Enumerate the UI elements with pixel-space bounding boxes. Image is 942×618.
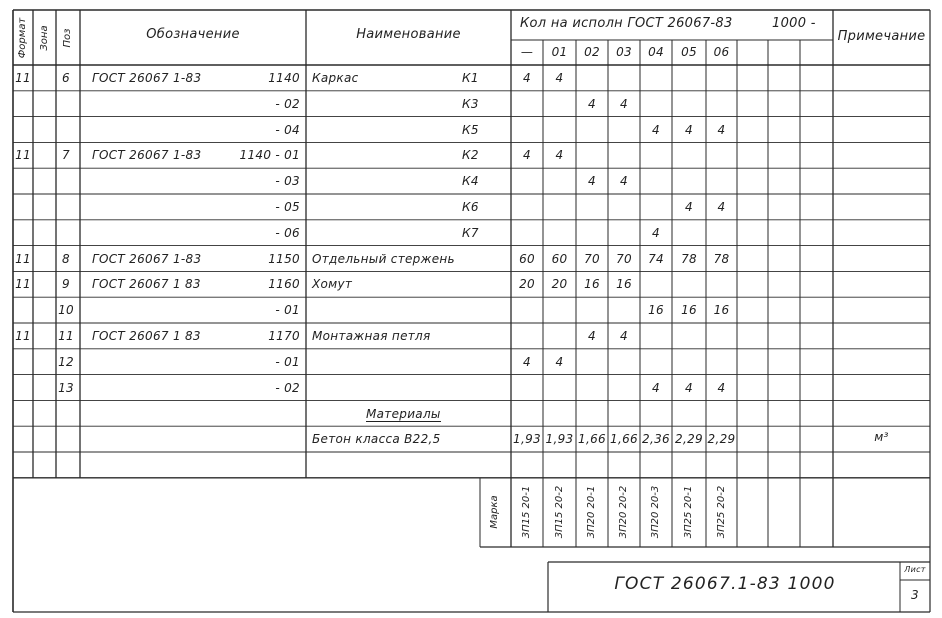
cell-qty: 4 [588,174,596,189]
cell-pos: 11 [58,329,74,343]
cell-qty: 4 [717,380,726,395]
cell-pos: 8 [62,251,70,266]
cell-qty: 4 [523,71,531,85]
cell-mark: К7 [462,225,479,240]
cell-qty: 4 [652,225,660,240]
cell-qty: 20 [551,277,568,292]
cell-qty: 60 [551,251,568,266]
cell-code: - 02 [275,96,300,111]
sheet-label: Лист [904,565,926,574]
header-variant: 03 [616,45,632,59]
cell-qty: 16 [648,303,664,318]
mark-value: 3П15 20-2 [553,486,565,539]
cell-name: Монтажная петля [312,329,431,343]
cell-code: 1150 [268,251,300,266]
sheet-number: 3 [911,588,919,602]
cell-format: 11 [15,329,31,343]
header-note: Примечание [837,29,926,44]
cell-pos: 12 [58,354,74,369]
cell-qty: 4 [555,148,564,163]
cell-mark: К5 [462,122,479,137]
cell-qty: 4 [685,380,693,395]
material-qty: 2,36 [642,432,670,447]
cell-qty: 4 [588,329,596,343]
cell-qty: 78 [681,251,697,266]
cell-qty: 16 [616,277,632,292]
cell-name: Хомут [312,277,353,292]
cell-qty: 4 [652,122,660,137]
mark-value: 3П25 20-2 [715,486,727,539]
mark-value: 3П15 20-1 [521,486,532,539]
material-qty: 1,66 [578,432,606,447]
cell-code: 1140 - 01 [239,148,300,163]
mark-value: 3П20 20-3 [650,486,661,539]
cell-mark: К4 [462,174,479,189]
material-qty: 2,29 [675,432,703,447]
header-zone: Зона [39,25,50,51]
cell-qty: 78 [713,251,730,266]
cell-qty: 16 [713,303,730,318]
cell-qty: 4 [717,200,726,214]
material-qty: 1,66 [610,432,638,447]
header-format: Формат [17,17,28,59]
cell-pos: 7 [62,148,70,163]
cell-qty: 70 [616,251,632,266]
cell-code: 1170 [268,329,300,343]
cell-code: 1160 [268,277,300,292]
header-name: Наименование [356,27,461,42]
cell-qty: 4 [588,96,596,111]
cell-pos: 9 [62,277,70,292]
cell-qty: 4 [555,354,564,369]
material-name: Бетон класса В22,5 [312,432,441,447]
cell-mark: К2 [462,148,479,163]
cell-document: ГОСТ 26067 1-83 [92,71,202,85]
materials-heading: Материалы [366,407,441,422]
cell-format: 11 [15,71,31,85]
cell-document: ГОСТ 26067 1 83 [92,329,201,343]
cell-qty: 4 [685,122,693,137]
cell-qty: 16 [681,303,697,318]
cell-code: - 01 [275,303,300,318]
cell-qty: 60 [519,251,535,266]
cell-code: - 05 [275,200,300,214]
cell-qty: 4 [652,380,660,395]
cell-document: ГОСТ 26067 1 83 [92,277,201,292]
header-variant: 06 [713,45,730,59]
cell-document: ГОСТ 26067 1-83 [92,148,202,163]
cell-qty: 20 [519,277,535,292]
header-pos: Поз [62,28,73,48]
mark-value: 3П20 20-2 [618,486,629,539]
cell-code: 1140 [268,71,300,85]
cell-code: - 04 [275,122,300,137]
cell-format: 11 [15,251,31,266]
material-qty: 1,93 [513,432,541,447]
mark-label: Марка [489,495,500,530]
cell-qty: 4 [620,174,628,189]
cell-qty: 4 [620,329,628,343]
cell-format: 11 [15,148,31,163]
cell-qty: 4 [620,96,628,111]
cell-qty: 16 [584,277,600,292]
cell-code: - 02 [275,380,300,395]
cell-qty: 4 [523,354,531,369]
mark-value: 3П20 20-1 [586,486,597,539]
header-variant: 04 [648,45,664,59]
header-variant: — [520,45,534,59]
mark-value: 3П25 20-1 [683,486,694,539]
doc-number: ГОСТ 26067.1-83 1000 [614,574,836,594]
header-variant: 05 [681,45,697,59]
header-variant: 02 [584,45,600,59]
material-unit: м³ [874,430,889,445]
cell-format: 11 [15,277,31,292]
cell-name: Отдельный стержень [312,251,455,266]
cell-pos: 13 [58,380,74,395]
cell-code: - 06 [275,225,300,240]
cell-document: ГОСТ 26067 1-83 [92,251,202,266]
cell-mark: К3 [462,96,479,111]
cell-qty: 70 [584,251,600,266]
header-designation: Обозначение [146,27,240,42]
cell-qty: 4 [717,122,726,137]
cell-code: - 03 [275,174,300,189]
cell-qty: 4 [555,71,564,85]
cell-pos: 10 [58,303,74,318]
material-qty: 1,93 [545,432,574,447]
cell-mark: К1 [462,71,479,85]
cell-qty: 74 [648,251,664,266]
material-qty: 2,29 [707,432,736,447]
header-qty-title: Кол на исполн ГОСТ 26067-83 [520,16,733,31]
header-variant: 01 [551,45,568,59]
cell-code: - 01 [275,354,300,369]
cell-qty: 4 [685,200,693,214]
cell-qty: 4 [523,148,531,163]
cell-mark: К6 [462,200,479,214]
header-qty-number: 1000 - [772,16,816,31]
cell-pos: 6 [62,71,70,85]
cell-name: Каркас [312,71,359,85]
